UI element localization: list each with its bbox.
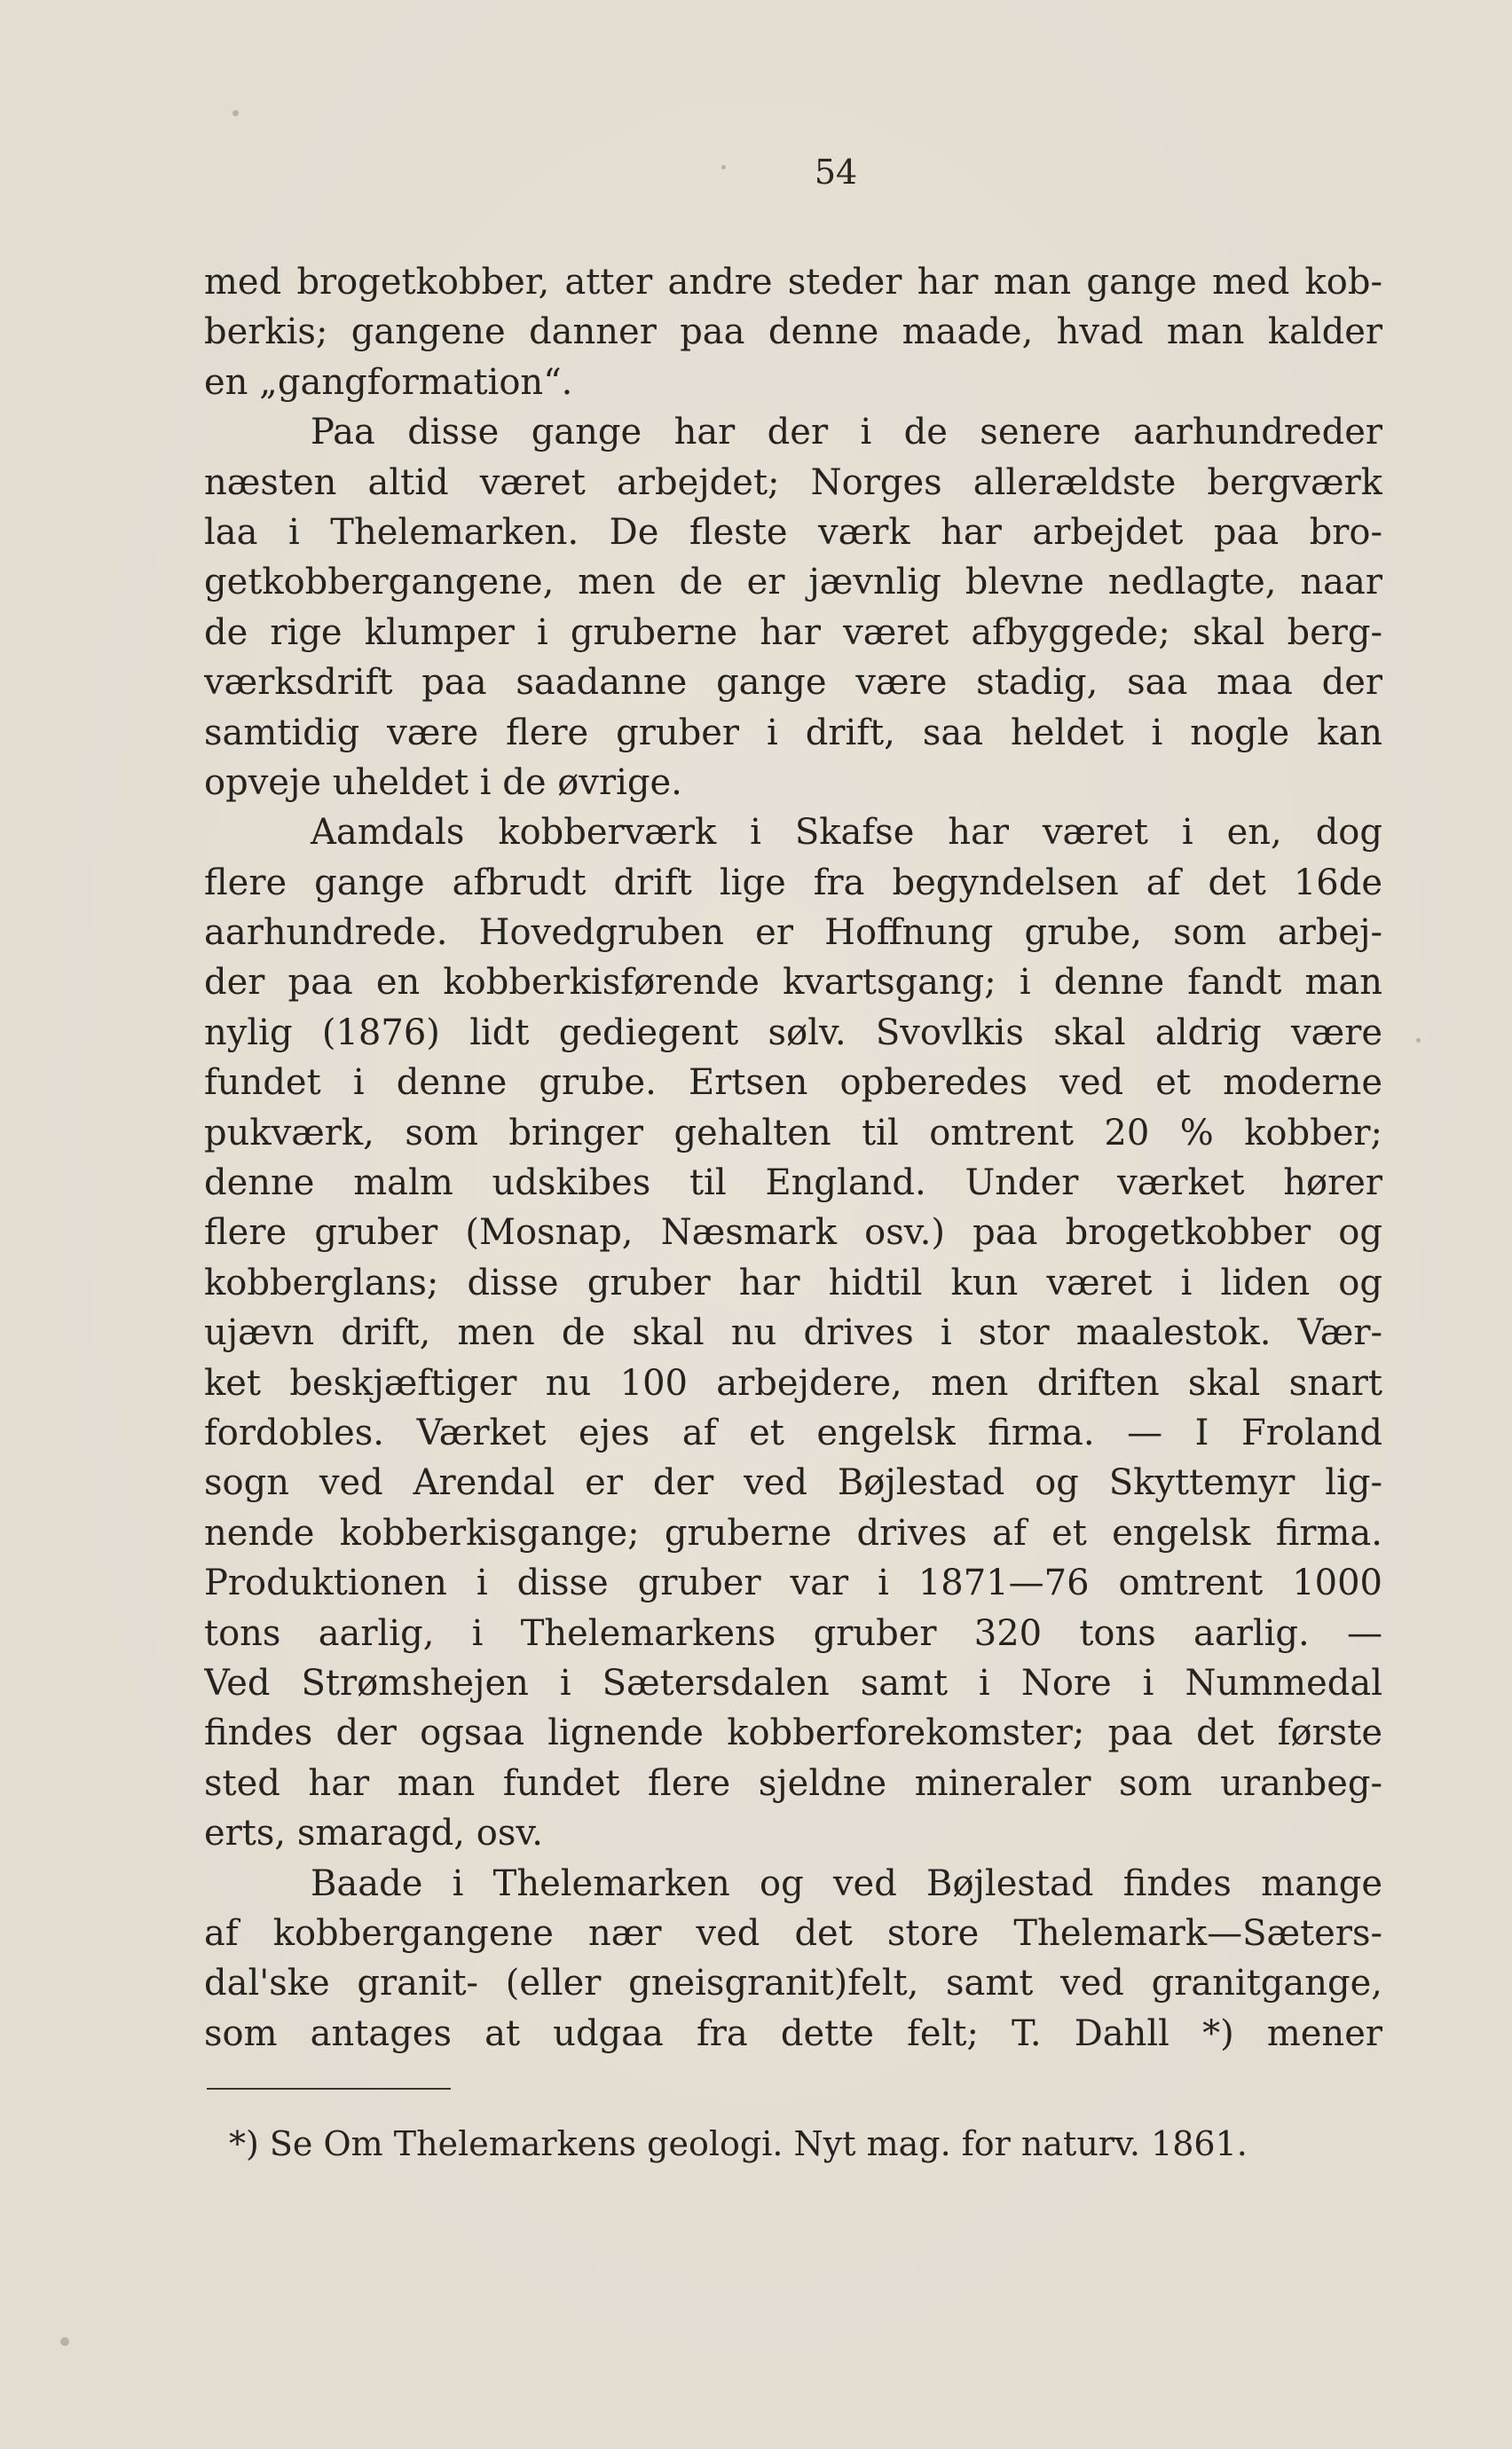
footnote-divider xyxy=(207,2088,451,2090)
text-line: som antages at udgaa fra dette felt; T. Dahll *) mener xyxy=(204,2012,1382,2054)
text-line: opveje uheldet i de øvrige. xyxy=(204,761,682,803)
text-line: med brogetkobber, atter andre steder har man gange med kob- xyxy=(204,262,1382,303)
text-line: sogn ved Arendal er der ved Bøjlestad og Skyttemyr lig- xyxy=(204,1462,1382,1504)
text-line: erts, smaragd, osv. xyxy=(204,1813,543,1854)
text-line: Baade i Thelemarken og ved Bøjlestad findes mange xyxy=(311,1862,1382,1904)
text-line: af kobbergangene nær ved det store Thelemark—Sæters- xyxy=(204,1912,1382,1954)
text-line: kobberglans; disse gruber har hidtil kun været i liden og xyxy=(204,1262,1382,1303)
text-line: ujævn drift, men de skal nu drives i stor maalestok. Vær- xyxy=(204,1312,1382,1354)
text-line: Ved Strømshejen i Sætersdalen samt i Nore i Nummedal xyxy=(204,1662,1382,1704)
text-line: nende kobberkisgange; gruberne drives af et engelsk firma. xyxy=(204,1512,1382,1554)
text-line: dal'ske granit- (eller gneisgranit)felt, samt ved granitgange, xyxy=(204,1963,1382,2004)
text-line: pukværk, som bringer gehalten til omtrent 20 % kobber; xyxy=(204,1112,1382,1154)
text-line: de rige klumper i gruberne har været afbyggede; skal berg- xyxy=(204,611,1382,653)
text-line: nylig (1876) lidt gediegent sølv. Svovlkis skal aldrig være xyxy=(204,1012,1382,1053)
text-line: værksdrift paa saadanne gange være stadig, saa maa der xyxy=(204,662,1382,704)
paper-speck xyxy=(232,110,239,116)
text-line: flere gruber (Mosnap, Næsmark osv.) paa brogetkobber og xyxy=(204,1212,1382,1254)
text-line: Aamdals kobberværk i Skafse har været i en, dog xyxy=(311,812,1382,854)
paper-speck xyxy=(1416,1038,1421,1043)
text-line: aarhundrede. Hovedgruben er Hoffnung grube, som arbej- xyxy=(204,912,1382,954)
text-line: laa i Thelemarken. De fleste værk har arbejdet paa bro- xyxy=(204,511,1382,553)
body-text xyxy=(204,257,1382,2059)
text-line: næsten altid været arbejdet; Norges allerældste bergværk xyxy=(204,461,1382,503)
text-line: denne malm udskibes til England. Under værket hører xyxy=(204,1162,1382,1204)
text-line: samtidig være flere gruber i drift, saa heldet i nogle kan xyxy=(204,712,1382,753)
text-line: ket beskjæftiger nu 100 arbejdere, men driften skal snart xyxy=(204,1362,1382,1404)
text-line: tons aarlig, i Thelemarkens gruber 320 tons aarlig. — xyxy=(204,1612,1382,1654)
text-line: getkobbergangene, men de er jævnlig blevne nedlagte, naar xyxy=(204,562,1382,603)
text-line: fundet i denne grube. Ertsen opberedes ved et moderne xyxy=(204,1062,1382,1104)
text-line: Produktionen i disse gruber var i 1871—76 omtrent 1000 xyxy=(204,1563,1382,1604)
text-line: berkis; gangene danner paa denne maade, hvad man kalder xyxy=(204,311,1382,353)
footnote: *) Se Om Thelemarkens geologi. Nyt mag. for naturv. 1861. xyxy=(229,2124,1248,2163)
text-line: Paa disse gange har der i de senere aarhundreder xyxy=(311,412,1382,453)
text-line: sted har man fundet flere sjeldne mineraler som uranbeg- xyxy=(204,1762,1382,1804)
text-line: findes der ogsaa lignende kobberforekomster; paa det første xyxy=(204,1713,1382,1754)
text-line: fordobles. Værket ejes af et engelsk firma. — I Froland xyxy=(204,1412,1382,1453)
paper-speck xyxy=(60,2337,69,2346)
page-number: 54 xyxy=(814,153,858,192)
text-line: der paa en kobberkisførende kvartsgang; i denne fandt man xyxy=(204,962,1382,1004)
text-line: flere gange afbrudt drift lige fra begyndelsen af det 16de xyxy=(204,862,1382,903)
text-line: en „gangformation“. xyxy=(204,361,573,403)
